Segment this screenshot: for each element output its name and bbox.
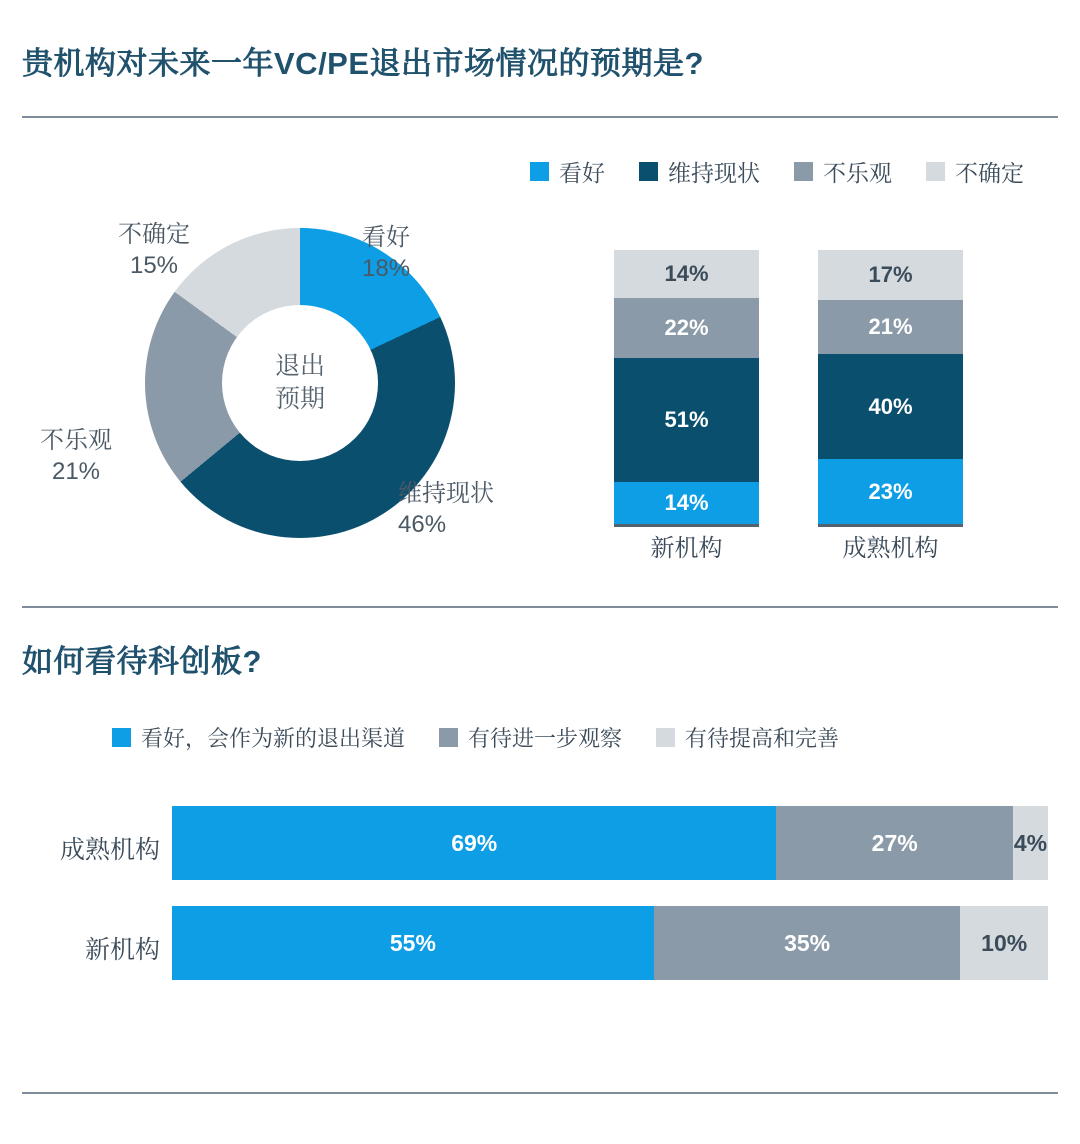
divider-bottom	[22, 1092, 1058, 1094]
column-segment-value: 40%	[868, 393, 913, 419]
donut-label-value: 15%	[129, 252, 179, 280]
legend-item-buqueding	[926, 155, 1024, 188]
donut-label-buleguan	[40, 425, 112, 487]
hbar-category-mature-institutions: 成熟机构	[59, 836, 160, 864]
column-segment-value: 14%	[664, 490, 709, 515]
column-segment-value: 17%	[868, 262, 913, 287]
column-segment-value: 21%	[868, 314, 913, 339]
donut-label-name: 维持现状	[398, 480, 494, 507]
column-segment-value: 51%	[664, 407, 709, 432]
column-axis-line	[818, 524, 963, 527]
legend-item-needs-improvement	[656, 722, 839, 753]
column-category-mature-institutions: 成熟机构	[842, 535, 939, 562]
legend-label: 看好，会作为新的退出渠道	[141, 726, 406, 751]
column-segment-weichixianzhuang	[614, 358, 759, 482]
bar-segment-kanhao	[172, 906, 654, 980]
legend-label: 有待提高和完善	[685, 726, 840, 751]
legend-swatch-icon	[926, 162, 945, 181]
legend-label: 看好	[559, 160, 605, 186]
page-title-star-market: 如何看待科创板?	[22, 644, 262, 679]
donut-center-label	[222, 305, 378, 461]
column-axis-line	[614, 524, 759, 527]
column-segment-value: 22%	[664, 315, 709, 340]
donut-label-weichixianzhuang	[398, 478, 494, 540]
legend-swatch-icon	[530, 162, 549, 181]
column-segment-buleguan	[818, 300, 963, 354]
divider-top	[22, 116, 1058, 118]
stacked-column-mature-institutions	[818, 250, 963, 524]
donut-center-line1: 退出	[274, 351, 325, 380]
column-segment-value: 14%	[664, 261, 709, 286]
bar-segment-needs-improvement	[960, 906, 1048, 980]
bar-segment-value: 4%	[1013, 829, 1048, 856]
donut-label-value: 46%	[398, 511, 447, 539]
donut-label-value: 18%	[362, 255, 411, 283]
legend-swatch-icon	[639, 162, 658, 181]
bar-segment-value: 35%	[784, 929, 831, 956]
donut-label-name: 不乐观	[40, 427, 112, 454]
stacked-bar-new-institutions	[172, 906, 1048, 980]
hbar-category-new-institutions: 新机构	[84, 936, 160, 964]
bar-segment-further-observation	[654, 906, 961, 980]
legend-swatch-icon	[794, 162, 813, 181]
donut-label-name: 不确定	[118, 221, 190, 248]
legend-item-further-observation	[439, 722, 622, 753]
legend-label: 维持现状	[668, 160, 760, 186]
legend-swatch-icon	[439, 728, 458, 747]
divider-middle	[22, 606, 1058, 608]
legend-swatch-icon	[656, 728, 675, 747]
legend-item-kanhao	[530, 155, 605, 188]
bar-segment-value: 10%	[981, 929, 1028, 956]
column-segment-kanhao	[818, 459, 963, 524]
bar-segment-value: 55%	[389, 929, 436, 956]
column-category-new-institutions: 新机构	[650, 535, 723, 562]
column-segment-weichixianzhuang	[818, 354, 963, 459]
column-segment-buqueding	[614, 250, 759, 298]
bar-segment-kanhao	[172, 806, 776, 880]
donut-center-line2: 预期	[274, 385, 325, 413]
column-segment-kanhao	[614, 482, 759, 524]
bar-segment-needs-improvement	[1013, 806, 1048, 880]
donut-label-name: 看好	[362, 224, 410, 251]
legend-exit-expectation	[530, 155, 1024, 188]
donut-label-buqueding	[118, 219, 190, 281]
legend-item-kanhao-new-channel	[112, 722, 405, 753]
stacked-column-new-institutions	[614, 250, 759, 524]
legend-label: 不确定	[955, 160, 1024, 186]
column-segment-buleguan	[614, 298, 759, 358]
donut-label-kanhao	[362, 222, 410, 284]
legend-label: 不乐观	[823, 160, 892, 186]
column-segment-value: 23%	[868, 478, 913, 504]
column-segment-buqueding	[818, 250, 963, 300]
donut-label-value: 21%	[51, 458, 101, 486]
bar-segment-value: 69%	[451, 829, 498, 856]
bar-segment-value: 27%	[871, 829, 918, 856]
legend-label: 有待进一步观察	[468, 726, 623, 751]
legend-item-buleguan	[794, 155, 892, 188]
page-title-exit-expectation: 贵机构对未来一年VC/PE退出市场情况的预期是?	[22, 46, 704, 81]
bar-segment-further-observation	[776, 806, 1013, 880]
legend-item-weichixianzhuang	[639, 155, 760, 188]
legend-swatch-icon	[112, 728, 131, 747]
stacked-bar-mature-institutions	[172, 806, 1048, 880]
legend-star-market	[112, 722, 839, 753]
